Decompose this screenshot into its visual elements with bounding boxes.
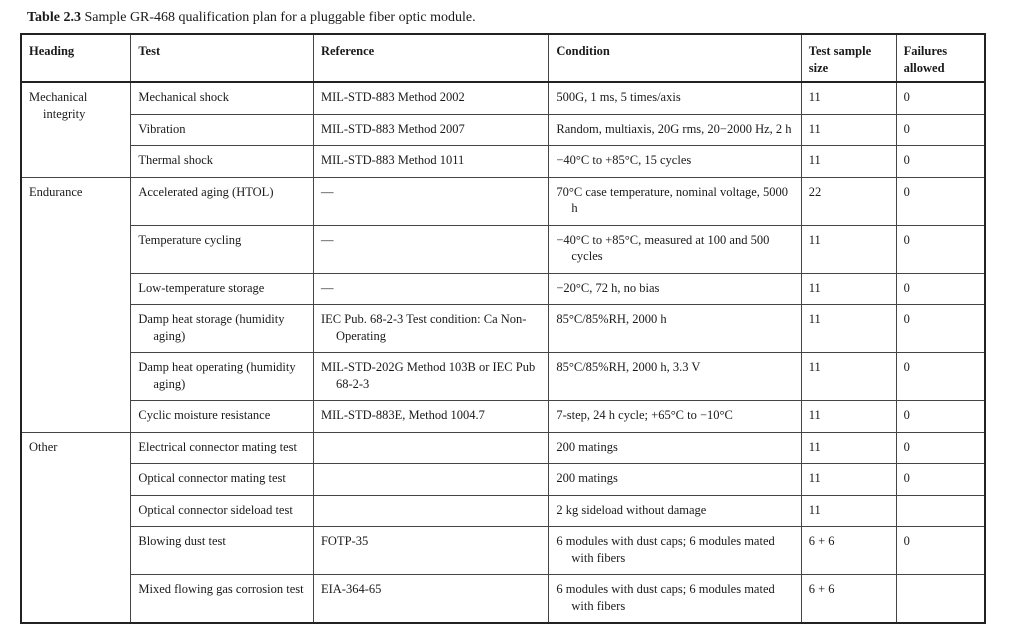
header-condition: Condition (549, 34, 801, 82)
table-row (21, 273, 985, 305)
cell-test: Mechanical shock (131, 82, 314, 114)
cell-failures: 0 (896, 401, 985, 433)
cell-test: Damp heat storage (humidity aging) (131, 305, 314, 353)
table-row (21, 575, 985, 624)
cell-test: Optical connector sideload test (131, 495, 314, 527)
cell-condition: 200 matings (549, 432, 801, 464)
cell-size: 11 (801, 495, 896, 527)
cell-reference: MIL-STD-883 Method 1011 (313, 146, 548, 178)
group-endurance: Endurance (21, 177, 131, 432)
cell-failures: 0 (896, 432, 985, 464)
header-heading: Heading (21, 34, 131, 82)
cell-condition: 500G, 1 ms, 5 times/axis (549, 82, 801, 114)
cell-size: 6 + 6 (801, 527, 896, 575)
header-test: Test (131, 34, 314, 82)
cell-reference: — (313, 177, 548, 225)
cell-failures: 0 (896, 527, 985, 575)
cell-condition: 6 modules with dust caps; 6 modules mated with fibers (549, 575, 801, 624)
table-row (21, 495, 985, 527)
cell-test: Thermal shock (131, 146, 314, 178)
table-row (21, 527, 985, 575)
cell-reference: — (313, 225, 548, 273)
cell-failures: 0 (896, 114, 985, 146)
cell-reference: MIL-STD-883E, Method 1004.7 (313, 401, 548, 433)
cell-test: Vibration (131, 114, 314, 146)
cell-size: 6 + 6 (801, 575, 896, 624)
group-mechanical-line1: Mechanical (29, 90, 88, 104)
cell-size: 11 (801, 432, 896, 464)
cell-reference: — (313, 273, 548, 305)
table-row (21, 225, 985, 273)
cell-failures: 0 (896, 273, 985, 305)
header-failures: Failures allowed (896, 34, 985, 82)
cell-size: 11 (801, 273, 896, 305)
cell-failures: 0 (896, 353, 985, 401)
cell-condition: −40°C to +85°C, 15 cycles (549, 146, 801, 178)
cell-condition: −20°C, 72 h, no bias (549, 273, 801, 305)
cell-test: Mixed flowing gas corrosion test (131, 575, 314, 624)
cell-condition: 70°C case temperature, nominal voltage, 5000 h (549, 177, 801, 225)
cell-reference: FOTP-35 (313, 527, 548, 575)
group-mechanical-line2: integrity (43, 106, 86, 121)
cell-size: 11 (801, 82, 896, 114)
cell-size: 11 (801, 114, 896, 146)
table-row (21, 305, 985, 353)
table-row (21, 114, 985, 146)
cell-condition: 200 matings (549, 464, 801, 496)
table-caption (27, 9, 476, 27)
cell-size: 11 (801, 225, 896, 273)
cell-condition: 85°C/85%RH, 2000 h, 3.3 V (549, 353, 801, 401)
caption-label: Table 2.3 (27, 10, 81, 25)
header-row (21, 34, 985, 82)
cell-reference: MIL-STD-202G Method 103B or IEC Pub 68-2-3 (313, 353, 548, 401)
cell-size: 22 (801, 177, 896, 225)
header-sample-size: Test sample size (801, 34, 896, 82)
qualification-table (20, 33, 986, 624)
group-other: Other (21, 432, 131, 623)
cell-failures (896, 495, 985, 527)
table-row (21, 432, 985, 464)
group-mechanical (21, 82, 131, 177)
cell-condition: Random, multiaxis, 20G rms, 20−2000 Hz, 2 h (549, 114, 801, 146)
cell-test: Damp heat operating (humidity aging) (131, 353, 314, 401)
table-row (21, 401, 985, 433)
cell-test: Accelerated aging (HTOL) (131, 177, 314, 225)
cell-reference (313, 432, 548, 464)
cell-condition: 85°C/85%RH, 2000 h (549, 305, 801, 353)
cell-failures: 0 (896, 82, 985, 114)
cell-failures: 0 (896, 464, 985, 496)
cell-test: Electrical connector mating test (131, 432, 314, 464)
table-row (21, 177, 985, 225)
cell-failures: 0 (896, 305, 985, 353)
cell-failures: 0 (896, 146, 985, 178)
cell-reference: MIL-STD-883 Method 2002 (313, 82, 548, 114)
table-row (21, 146, 985, 178)
caption-text: Sample GR-468 qualification plan for a pluggable fiber optic module. (84, 10, 476, 25)
cell-size: 11 (801, 401, 896, 433)
cell-test: Blowing dust test (131, 527, 314, 575)
cell-condition: −40°C to +85°C, measured at 100 and 500 cycles (549, 225, 801, 273)
cell-reference: IEC Pub. 68-2-3 Test condition: Ca Non-Operating (313, 305, 548, 353)
cell-size: 11 (801, 146, 896, 178)
cell-reference (313, 495, 548, 527)
cell-failures: 0 (896, 177, 985, 225)
cell-reference: MIL-STD-883 Method 2007 (313, 114, 548, 146)
cell-size: 11 (801, 464, 896, 496)
cell-reference (313, 464, 548, 496)
cell-size: 11 (801, 353, 896, 401)
cell-size: 11 (801, 305, 896, 353)
cell-condition: 2 kg sideload without damage (549, 495, 801, 527)
cell-condition: 6 modules with dust caps; 6 modules mated with fibers (549, 527, 801, 575)
cell-test: Optical connector mating test (131, 464, 314, 496)
cell-test: Low-temperature storage (131, 273, 314, 305)
header-reference: Reference (313, 34, 548, 82)
cell-reference: EIA-364-65 (313, 575, 548, 624)
cell-test: Cyclic moisture resistance (131, 401, 314, 433)
table-row (21, 464, 985, 496)
table-row (21, 82, 985, 114)
cell-test: Temperature cycling (131, 225, 314, 273)
cell-condition: 7-step, 24 h cycle; +65°C to −10°C (549, 401, 801, 433)
cell-failures (896, 575, 985, 624)
table-row (21, 353, 985, 401)
cell-failures: 0 (896, 225, 985, 273)
